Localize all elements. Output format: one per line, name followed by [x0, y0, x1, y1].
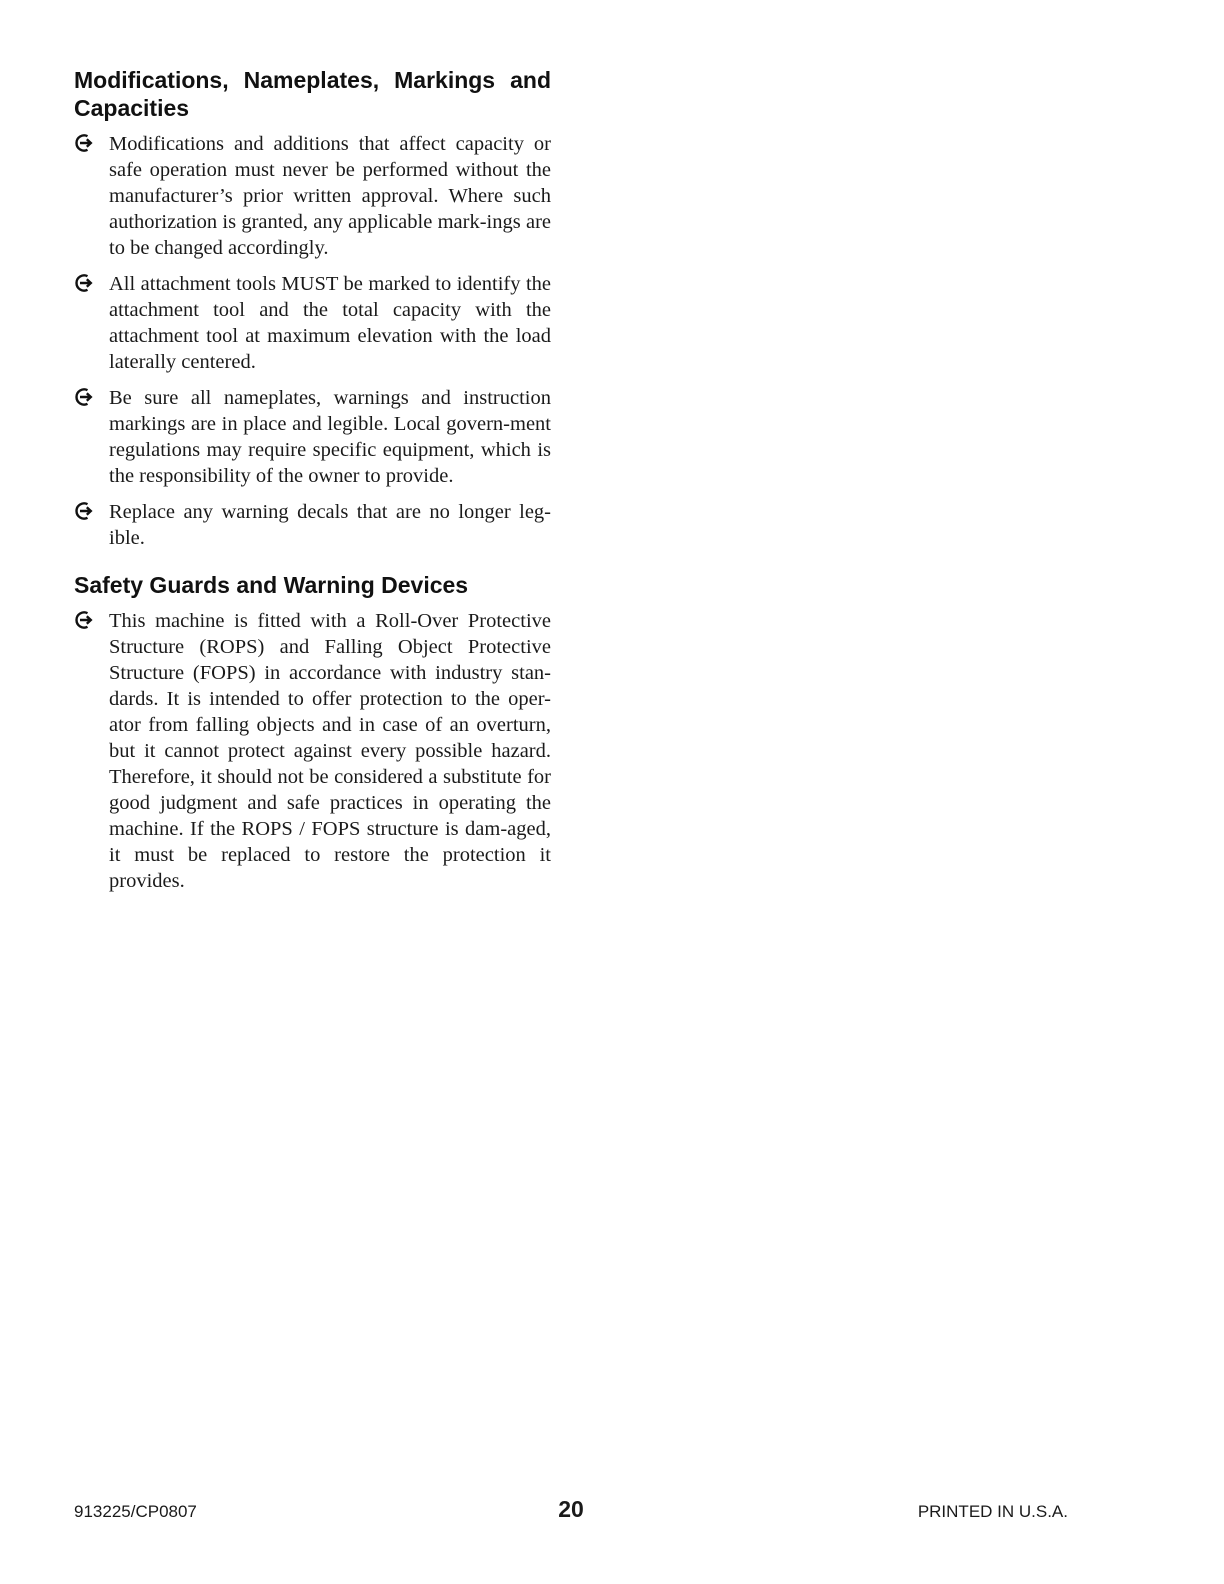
text-column — [74, 66, 551, 904]
bullet-text: All attachment tools MUST be marked to identify the attachment tool and the total capacity with the attachment tool at maximum elevation with the load laterally centered. — [109, 273, 551, 373]
bullet-text: Modifications and additions that affect capacity or safe operation must never be performed without the manufacturer’s prior written approval. Where such authorization is granted, any applicable mark-ings are to be changed accordingly. — [109, 133, 551, 259]
page-footer — [74, 1496, 1068, 1526]
bullet-text: This machine is fitted with a Roll-Over Protective Structure (ROPS) and Falling Object Protective Structure (FOPS) in accordance with industry stan-dards. It is intended to offer protection to the oper-ator from falling objects and in case of an overturn, but it cannot protect against every possible hazard. Therefore, it should not be considered a substitute for good judgment and safe practices in operating the machine. If the ROPS / FOPS structure is dam-aged, it must be replaced to restore the protection it provides. — [109, 610, 551, 892]
circled-arrow-icon — [74, 133, 94, 153]
circled-arrow-icon — [74, 387, 94, 407]
bullet-list-modifications — [74, 131, 551, 551]
page-number: 20 — [558, 1496, 584, 1522]
list-item — [74, 608, 551, 894]
document-number: 913225/CP0807 — [74, 1502, 197, 1521]
list-item — [74, 271, 551, 375]
bullet-text: Replace any warning decals that are no longer leg-ible. — [109, 501, 551, 549]
list-item — [74, 131, 551, 261]
bullet-text: Be sure all nameplates, warnings and instruction markings are in place and legible. Local govern-ment regulations may require specific equipment, which is the responsibility of the owner to provide. — [109, 387, 551, 487]
circled-arrow-icon — [74, 501, 94, 521]
circled-arrow-icon — [74, 610, 94, 630]
section-title-modifications: Modifications, Nameplates, Markings and Capacities — [74, 67, 551, 121]
list-item — [74, 499, 551, 551]
bullet-list-safety-guards — [74, 608, 551, 894]
list-item — [74, 385, 551, 489]
printed-in-label: PRINTED IN U.S.A. — [917, 1502, 1068, 1521]
circled-arrow-icon — [74, 273, 94, 293]
section-title-safety-guards: Safety Guards and Warning Devices — [74, 572, 469, 598]
